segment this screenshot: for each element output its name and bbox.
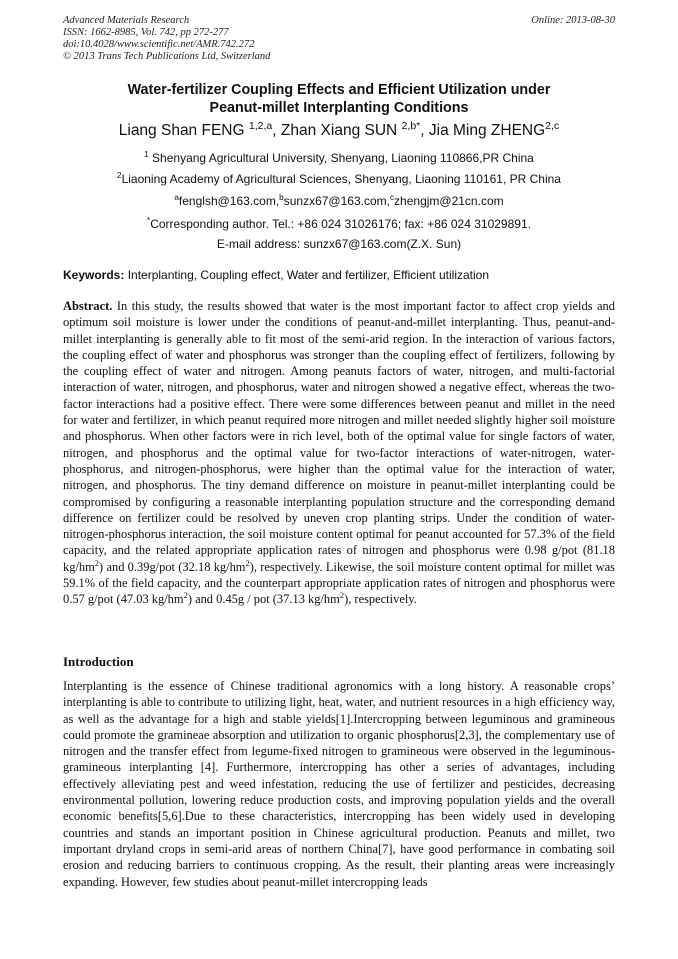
email-a: fenglsh@163.com, [178,194,280,208]
abstract-sup-1: 2 [94,557,100,568]
author-3-sup: 2,c [545,119,560,132]
copyright-line: © 2013 Trans Tech Publications Ltd, Switzerland [63,51,271,62]
affiliation-1 [30,150,648,166]
introduction-heading: Introduction [63,654,134,669]
email-b: sunzx67@163.com, [283,194,390,208]
email-c: zhengjm@21cn.com [394,194,504,208]
abstract-sup-2: 2 [245,557,250,568]
title-line-1: Water-fertilizer Coupling Effects and Efficient Utilization under [127,82,551,98]
corr-text: Corresponding author. Tel.: +86 024 31026176; fax: +86 024 31029891. [150,217,531,231]
abstract-part-5: ), respectively. [344,592,417,607]
affiliation-2-text: Liaoning Academy of Agricultural Sciences, Shenyang, Liaoning 110161, PR China [121,172,561,186]
abstract-part-1: In this study, the results showed that water is the most important factor to affect crop yields and optimum soil moisture is lower under the conditions of peanut-and-millet interplanting. Thus, peanut-and-millet interplanting is generally able to fit most of the semi-arid region. In the interaction of various factors, the coupling effect of water and phosphorus was stronger than the coupling effect of fertilizers, following by the coupling effect of water and nitrogen. Among peanuts factors of water, nitrogen, and multi-factorial interaction of water, nitrogen, and phosphorus, water and nitrogen showed a negative effect, whereas the two-factor interactions had a positive effect. There were some differences between peanut and millet in the need for water and fertilizer, in which peanut required more nitrogen and millet needed slightly higher soil moisture and phosphorus. When other factors were in rich level, both of the optimal value for single factors of water, nitrogen, and phosphorus and the optimal value for two-factor interactions of water-nitrogen, water-phosphorus, and nitrogen-phosphorus, were higher than the optimal value for the interaction of water, nitrogen, and phosphorus. The tiny demand difference on moisture in peanut-millet interplanting could be compromised by configuring a reasonable interplanting population structure and the corresponding demand difference on fertilizer could be resolved by uneven crop planting strips. Under the condition of water-nitrogen-phosphorus interaction, the soil moisture content optimal for peanut accounted for 57.3% of the field capacity, and the related appropriate application rates of nitrogen and phosphorus were 0.98 g/pot (81.18 kg/hm [63,299,615,574]
email-c-sup: c [389,193,395,202]
keywords-label: Keywords: [63,268,125,282]
doi-line: doi:10.4028/www.scientific.net/AMR.742.272 [63,39,255,50]
keywords [63,267,615,283]
abstract [63,298,615,608]
abstract-sup-3: 2 [183,590,188,601]
issn-line: ISSN: 1662-8985, Vol. 742, pp 272-277 [63,27,229,38]
affiliation-1-text: Shenyang Agricultural University, Shenyang, Liaoning 110866,PR China [148,151,534,165]
abstract-part-2: ) and 0.39g/pot (32.18 kg/hm [99,559,246,574]
journal-header [63,15,270,63]
keywords-text: Interplanting, Coupling effect, Water and fertilizer, Efficient utilization [124,268,489,282]
author-2-sup: 2,b* [401,119,421,132]
introduction-text: Interplanting is the essence of Chinese traditional agronomics with a long history. A reasonable crops’ interplanting is able to contribute to utilizing light, heat, water, and nutrient resources in a high efficiency way, as well as the advantage for a high and stable yields[1].Intercropping between leguminous and gramineous could promote the gramineae absorption and utilization to organic phosphorus[2,3], the complementary use of nitrogen and the transfer effect from legume-fixed nitrogen to gramineous were observed in the leguminous-gramineous interplanting [4]. Furthermore, intercropping has other a series of advantages, including effectively alleviating pest and weed infestation, reducing the use of fertilizer and pesticides, decreasing environmental pollution, lowering reduce production costs, and improving population yields and the overall economic benefits[5,6].Due to these characteristics, intercropping has been widely used in developing countries and stands an important position in Chinese agricultural production. Peanuts and millet, two important dryland crops in semi-arid areas of northern China[7], have good performance in combating soil erosion and reducing barriers to continuous cropping. As the result, their planting areas were increasingly expanding. However, few studies about peanut-millet intercropping leads [63,679,615,889]
email-a-sup: a [174,193,179,202]
online-date: Online: 2013-08-30 [531,15,615,26]
abstract-sup-4: 2 [339,590,345,601]
abstract-part-3: ), respectively. Likewise, the soil moisture content optimal for millet was 59.1% of the field capacity, and the counterpart appropriate application rates of nitrogen and phosphorus were 0.57 g/pot (47.03 kg/hm [63,559,615,607]
corresponding-email: E-mail address: sunzx67@163.com(Z.X. Sun) [216,237,462,251]
author-1-sup: 1,2,a [248,119,273,132]
author-emails [30,193,648,209]
paper-title [40,81,638,117]
corr-sup: * [147,216,151,225]
author-1: Liang Shan FENG [118,122,249,139]
affiliation-2-sup: 2 [117,171,122,180]
abstract-label: Abstract. [63,299,113,313]
author-list [30,121,648,141]
affiliation-1-sup: 1 [144,150,149,159]
title-line-2: Peanut-millet Interplanting Conditions [209,100,469,116]
email-b-sup: b [279,193,284,202]
affiliation-2 [30,171,648,187]
author-3: , Jia Ming ZHENG [420,122,546,139]
corresponding-author [30,216,648,232]
abstract-part-4: ) and 0.45g / pot (37.13 kg/hm [187,592,340,607]
journal-name: Advanced Materials Research [63,15,190,26]
author-2: , Zhan Xiang SUN [272,122,402,139]
